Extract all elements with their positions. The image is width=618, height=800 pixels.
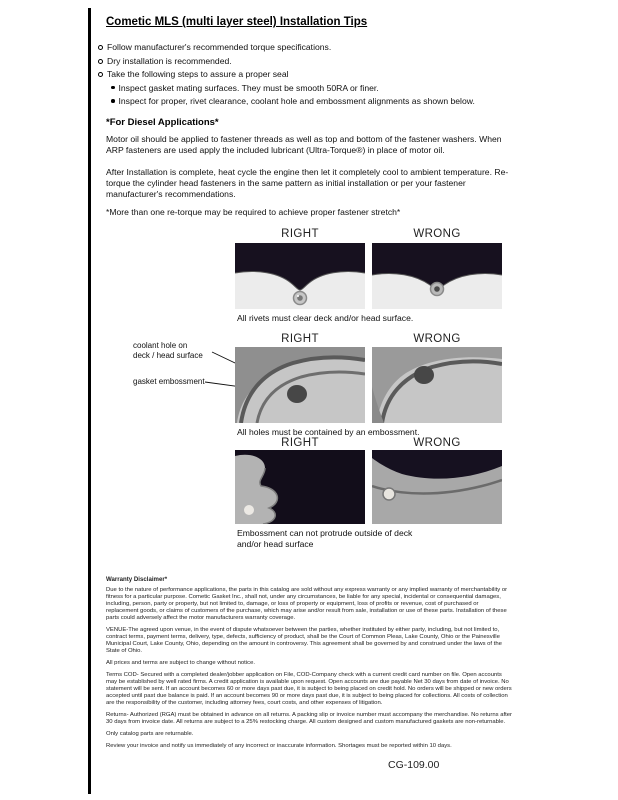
tip-text: Follow manufacturer's recommended torque specifications. bbox=[107, 42, 332, 52]
disclaimer-paragraph: Terms COD- Secured with a completed dealer/jobber application on File, COD-Company check with a current credit card number on file. Open accounts may be established by well rated firms. A credit application is available upon request. Open accounts are due payable Net 30 days from date of invoice. No statement will be sent. If an account becomes 60 or more days past due, it is subject to being placed on credit hold. No orders will be shipped or new orders accepted until past due balance is paid. If an account becomes 90 or more days past due, it is subject to being placed for collections. All costs of collection are the responsibility of the customer, including attorney fees, court costs, and other expenses of litigation. bbox=[106, 671, 512, 706]
rivets-caption: All rivets must clear deck and/or head surface. bbox=[237, 313, 414, 323]
retorque-note: *More than one re-torque may be required to achieve proper fastener stretch* bbox=[106, 207, 401, 217]
circle-bullet-icon bbox=[98, 72, 103, 77]
installation-tips-list bbox=[98, 42, 516, 110]
list-item bbox=[98, 42, 516, 52]
coolant-hole-wrong-image bbox=[372, 347, 502, 423]
coolant-hole-callout: coolant hole on deck / head surface bbox=[133, 341, 203, 361]
right-label-row1: RIGHT bbox=[281, 228, 319, 240]
disclaimer-heading: Warranty Disclaimer* bbox=[106, 576, 168, 583]
list-item bbox=[98, 56, 516, 66]
diesel-paragraph-2: After Installation is complete, heat cycle the engine then let it completely cool to ambient temperature. Re-torque the cylinder head fasteners in the same pattern as initial installation or per your fastener manufacturer's recommendations. bbox=[106, 167, 509, 199]
list-item bbox=[111, 96, 516, 106]
disclaimer-paragraph: Due to the nature of performance applications, the parts in this catalog are sold without any express warranty or any implied warranty of merchantability or fitness for a particular purpose. Cometic Gasket Inc., shall not, under any circumstances, be liable for any special, incidental or consequential damages, including, person, party or property, but not limited to, damage, or loss of property or equipment, loss of profits or revenue, cost of purchased or replacement goods, or claims of customers of the purchase, which may arise and/or result from sale, installation or use of these parts. Installation of these parts could adversely affect the motor manufacturers warranty coverage. bbox=[106, 587, 508, 622]
coolant-hole-right-image bbox=[235, 347, 365, 423]
page-code: CG-109.00 bbox=[388, 759, 440, 771]
tip-text: Inspect gasket mating surfaces. They must be smooth 50RA or finer. bbox=[118, 82, 379, 93]
tip-text: Take the following steps to assure a proper seal bbox=[107, 69, 289, 79]
diesel-applications-heading: *For Diesel Applications* bbox=[106, 117, 219, 128]
wrong-label-row2: WRONG bbox=[413, 333, 461, 345]
disclaimer-paragraph: VENUE-The agreed upon venue, in the event of dispute whatsoever between the parties, whether instituted by either party, including, but not limited to, contract terms, payment terms, delivery, type, defects, sufficiency of product, shall be the Court of Common Pleas, Lake County, Ohio or the Painesville Municipal Court, Lake County, Ohio, depending on the amount in controversy. This agreement shall be governed by and construed under the laws of the State of Ohio. bbox=[106, 627, 502, 654]
wrong-label-row3: WRONG bbox=[413, 437, 461, 449]
dot-bullet-icon bbox=[111, 99, 115, 103]
right-label-row2: RIGHT bbox=[281, 333, 319, 345]
page-title: Cometic MLS (multi layer steel) Installation Tips bbox=[106, 16, 368, 28]
tip-text: Inspect for proper, rivet clearance, coolant hole and embossment alignments as shown below. bbox=[118, 96, 475, 106]
circle-bullet-icon bbox=[98, 45, 103, 50]
holes-caption: All holes must be contained by an embossment. bbox=[237, 427, 420, 437]
diesel-paragraph-1: Motor oil should be applied to fastener threads as well as top and bottom of the fastener washers. When ARP fasteners are used apply the included lubricant (Ultra-Torque®) in place of motor oil. bbox=[106, 134, 502, 155]
rivet-right-image bbox=[235, 243, 365, 309]
embossment-caption: Embossment can not protrude outside of deck and/or head surface bbox=[237, 528, 413, 549]
disclaimer-paragraph: Only catalog parts are returnable. bbox=[106, 730, 194, 737]
tip-text: Dry installation is recommended. bbox=[107, 55, 232, 66]
disclaimer-paragraph: All prices and terms are subject to change without notice. bbox=[106, 659, 255, 666]
rivet-wrong-image bbox=[372, 243, 502, 309]
circle-bullet-icon bbox=[98, 59, 103, 64]
warranty-disclaimer bbox=[106, 576, 512, 755]
gasket-embossment-callout: gasket embossment bbox=[133, 377, 205, 386]
dot-bullet-icon bbox=[111, 86, 115, 90]
left-margin-rule bbox=[88, 8, 91, 794]
right-label-row3: RIGHT bbox=[281, 437, 319, 449]
embossment-right-image bbox=[235, 450, 365, 524]
list-item bbox=[98, 69, 516, 79]
disclaimer-paragraph: Review your invoice and notify us immediately of any incorrect or inaccurate information. Shortages must be reported within 10 days. bbox=[106, 742, 452, 749]
wrong-label-row1: WRONG bbox=[413, 228, 461, 240]
embossment-wrong-image bbox=[372, 450, 502, 524]
list-item bbox=[111, 83, 516, 93]
disclaimer-paragraph: Returns- Authorized (RGA) must be obtained in advance on all returns. A packing slip or invoice number must accompany the merchandise. No returns after 30 days from invoice date. All returns are subject to a 25% restocking charge. All custom designed and custom manufactured gaskets are non-returnable. bbox=[106, 711, 513, 725]
